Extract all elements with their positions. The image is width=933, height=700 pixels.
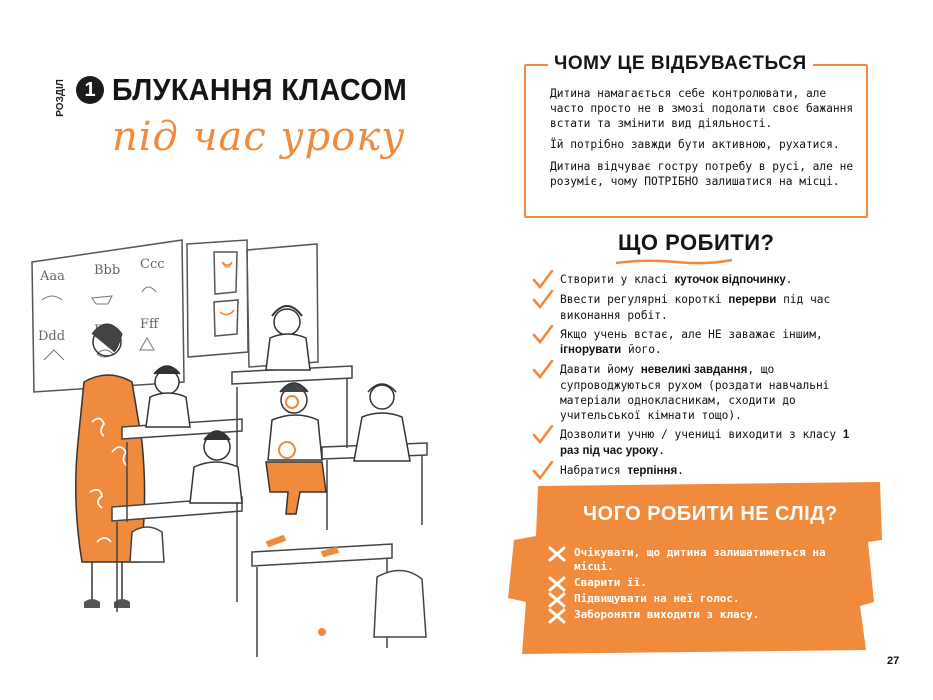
todo-text: Ввести регулярні короткі: [560, 293, 729, 306]
x-icon: [548, 576, 566, 592]
alphabet-letters-f: Fff: [140, 317, 159, 332]
chapter-title: БЛУКАННЯ КЛАСОМ: [112, 72, 408, 107]
teacher-figure: [76, 324, 145, 608]
todo-list: [532, 272, 862, 483]
page-number: 27: [887, 655, 900, 667]
why-heading: ЧОМУ ЦЕ ВІДБУВАЄТЬСЯ: [548, 53, 813, 75]
x-icon: [548, 592, 566, 608]
todo-highlight: невеликі завдання: [640, 364, 748, 376]
dont-item: [548, 546, 858, 574]
check-icon: [532, 461, 554, 481]
students: [146, 306, 410, 514]
why-paragraph-2: Їй потрібно завжди бути активною, рухатися.: [550, 138, 840, 151]
heading-underline: [614, 258, 734, 266]
todo-item: [532, 327, 862, 358]
dont-text: Забороняти виходити з класу.: [574, 608, 760, 621]
x-icon: [548, 546, 566, 562]
todo-text: .: [677, 464, 684, 477]
todo-text: Набратися: [560, 464, 628, 477]
dont-item: [548, 592, 858, 606]
todo-item: [532, 362, 862, 423]
dont-item: [548, 576, 858, 590]
why-paragraph-3: Дитина відчуває гостру потребу в русі, але не розуміє, чому ПОТРІБНО залишатися на місці.: [550, 160, 854, 188]
todo-item: [532, 272, 862, 288]
todo-heading: ЩО РОБИТИ?: [618, 230, 775, 255]
dont-heading: ЧОГО РОБИТИ НЕ СЛІД?: [583, 503, 838, 525]
todo-text: , що супроводжуються рухом (роздати навчальні матеріали однокласникам, сходити до учительської кімнати тощо).: [560, 363, 830, 422]
todo-item: [532, 463, 862, 479]
todo-text: .: [785, 273, 793, 286]
check-icon: [532, 270, 554, 290]
check-icon: [532, 290, 554, 310]
todo-text: .: [658, 444, 665, 457]
dont-list: [548, 546, 858, 624]
chapter-label: РОЗДІЛ: [54, 79, 66, 117]
alphabet-letters-c: Ccc: [140, 257, 165, 272]
alphabet-letters-d: Ddd: [38, 329, 66, 344]
todo-highlight: 1 раз під час уроку: [560, 429, 850, 457]
check-icon: [532, 425, 554, 445]
todo-text: Давати йому: [560, 363, 641, 376]
dont-text: Сварити її.: [574, 576, 647, 589]
todo-text: під час виконання робіт.: [560, 293, 831, 322]
todo-text: Створити у класі: [560, 273, 675, 286]
todo-text: Дозволити учню / учениці виходити з класу: [560, 428, 843, 441]
chapter-number-badge: 1: [76, 76, 104, 104]
todo-text: Якщо учень встає, але НЕ заважає іншим,: [560, 328, 823, 341]
todo-text: його.: [621, 343, 662, 356]
check-icon: [532, 360, 554, 380]
todo-highlight: ігнорувати: [560, 344, 622, 356]
check-icon: [532, 325, 554, 345]
alphabet-letters-b: Bbb: [94, 263, 121, 278]
why-paragraph-1: Дитина намагається себе контролювати, але часто просто не в змозі подолати своє бажання встати та змінити вид діяльності.: [550, 87, 854, 130]
dont-text: Підвищувати на неї голос.: [574, 592, 740, 605]
x-icon: [548, 608, 566, 624]
todo-item: [532, 292, 862, 323]
todo-highlight: терпіння: [627, 465, 678, 477]
classroom-illustration: [22, 222, 442, 672]
alphabet-letters-a: Aaa: [40, 269, 65, 284]
dont-text: Очікувати, що дитина залишатиметься на місці.: [574, 546, 826, 573]
dont-item: [548, 608, 858, 622]
todo-item: [532, 427, 862, 459]
todo-highlight: перерви: [728, 294, 777, 306]
todo-highlight: куточок відпочинку: [674, 274, 786, 286]
chapter-subtitle: під час уроку: [112, 114, 406, 160]
